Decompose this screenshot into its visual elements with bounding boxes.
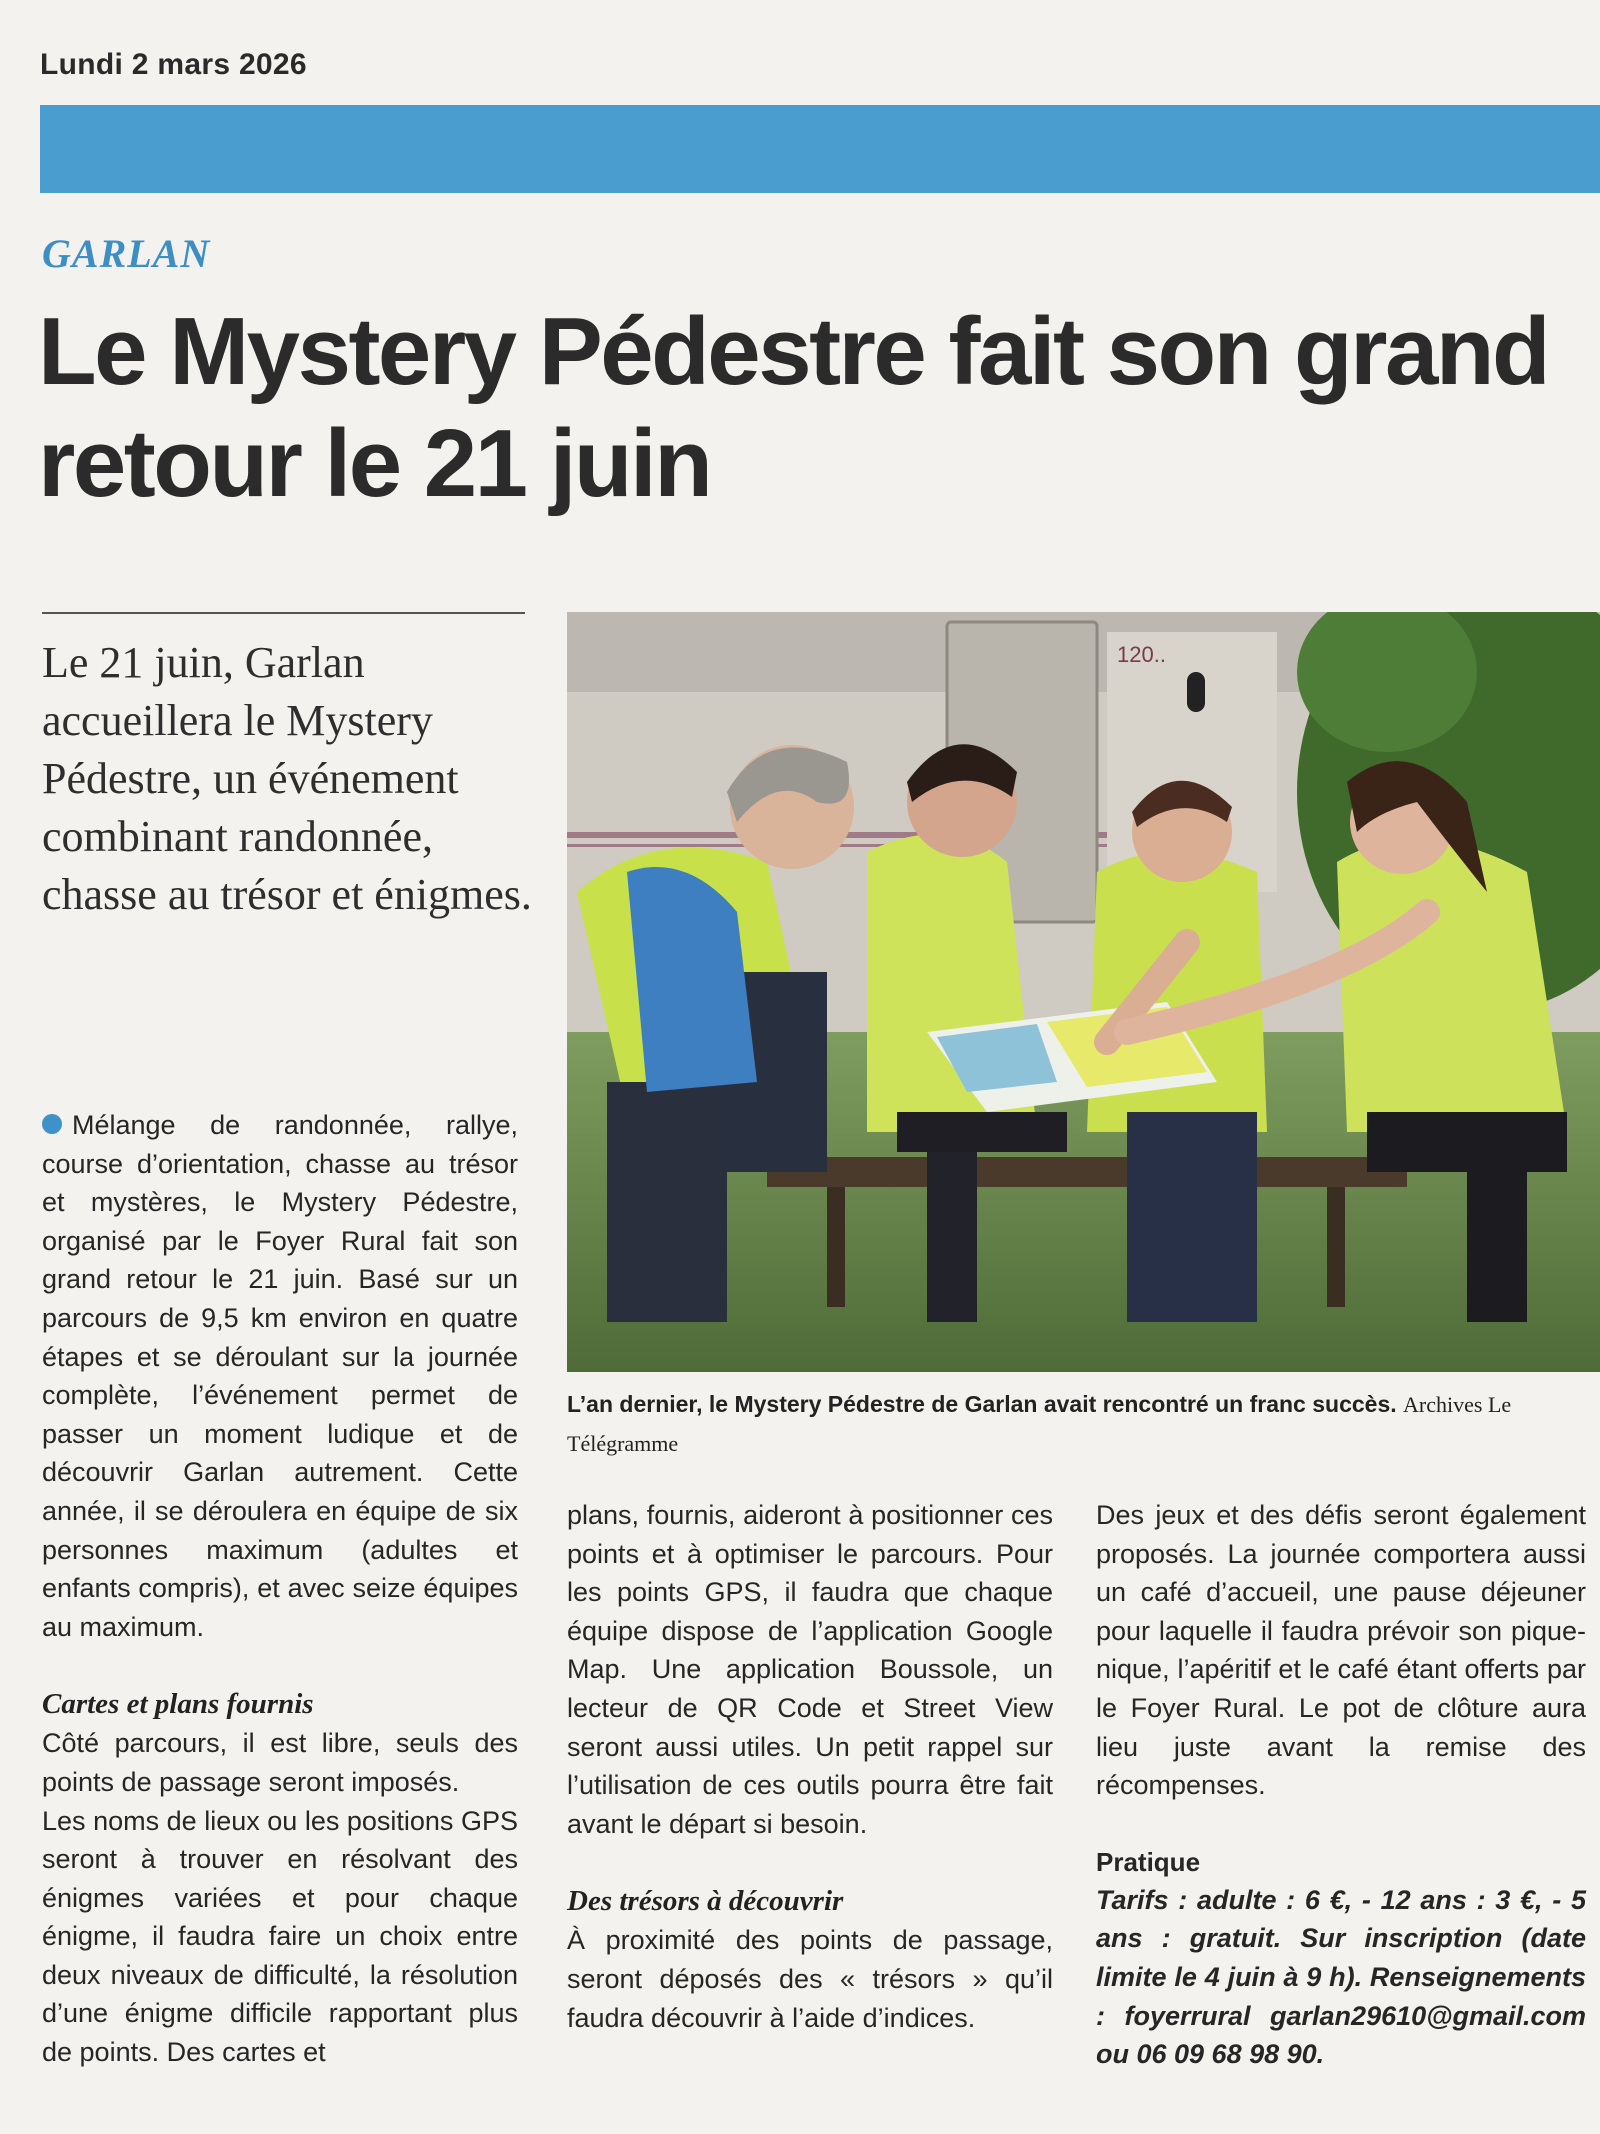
article-intro <box>42 1106 518 1646</box>
caption-text: L’an dernier, le Mystery Pédestre de Garlan avait rencontré un franc succès. <box>567 1391 1397 1417</box>
paragraph-parcours: Côté parcours, il est libre, seuls des points de passage seront imposés. <box>42 1728 518 1797</box>
article-column-1 <box>42 1106 518 2072</box>
header-band <box>40 105 1600 193</box>
article-chapo: Le 21 juin, Garlan accueillera le Mystery Pédestre, un événement combinant randonnée, chasse au trésor et énigmes. <box>42 638 532 919</box>
subhead-tresors: Des trésors à découvrir <box>567 1885 844 1918</box>
caption-credit: Archives Le Télégramme <box>567 1392 1512 1456</box>
paragraph-tresors-suite: Des jeux et des défis seront également proposés. La journée comportera aussi un café d’accueil, une pause déjeuner pour laquelle il faudra prévoir son pique-nique, l’apéritif et le café étant offerts par le Foyer Rural. Le pot de clôture aura lieu juste avant la remise des récompenses. <box>1096 1500 1586 1801</box>
bullet-icon <box>42 1114 62 1134</box>
svg-text:120..: 120.. <box>1117 642 1166 667</box>
article-photo <box>567 612 1600 1372</box>
article-headline: Le Mystery Pédestre fait son grand retour le 21 juin <box>38 298 1549 517</box>
paragraph-tresors: À proximité des points de passage, seront déposés des « trésors » qu’il faudra découvrir à l’aide d’indices. <box>567 1925 1053 2033</box>
article-column-2 <box>567 1496 1053 2037</box>
pratique-label: Pratique <box>1096 1846 1201 1877</box>
article-kicker: GARLAN <box>42 231 211 276</box>
pratique-infos: Tarifs : adulte : 6 €, - 12 ans : 3 €, - 5 ans : gratuit. Sur inscription (date limite le 4 juin à 9 h). Renseignements : foyerrural garlan29610@gmail.com ou 06 09 68 98 90. <box>1096 1884 1586 2070</box>
article-column-3 <box>1096 1496 1586 2074</box>
chapo-rule <box>42 612 525 614</box>
subhead-cartes: Cartes et plans fournis <box>42 1688 314 1721</box>
photo-caption <box>567 1385 1587 1463</box>
publication-date: Lundi 2 mars 2026 <box>40 48 307 81</box>
paragraph-enigmes-suite: plans, fournis, aideront à positionner ces points et à optimiser le parcours. Pour les points GPS, il faudra que chaque équipe dispose de l’application Google Map. Une application Boussole, un lecteur de QR Code et Street View seront aussi utiles. Un petit rappel sur l’utilisation de ces outils pourra être fait avant le départ si besoin. <box>567 1500 1053 1839</box>
paragraph-enigmes: Les noms de lieux ou les positions GPS seront à trouver en résolvant des énigmes variées et pour chaque énigme, il faudra faire un choix entre deux niveaux de difficulté, la résolution d’une énigme difficile rapportant plus de points. Des cartes et <box>42 1805 518 2068</box>
intro-text: Mélange de randonnée, rallye, course d’orientation, chasse au trésor et mystères, le Mystery Pédestre, organisé par le Foyer Rural fait son grand retour le 21 juin. Basé sur un parcours de 9,5 km environ en quatre étapes et se déroulant sur la journée complète, l’événement permet de passer un moment ludique et de découvrir Garlan autrement. Cette année, il se déroulera en équipe de six personnes maximum (adultes et enfants compris), et avec seize équipes au maximum. <box>42 1110 518 1642</box>
